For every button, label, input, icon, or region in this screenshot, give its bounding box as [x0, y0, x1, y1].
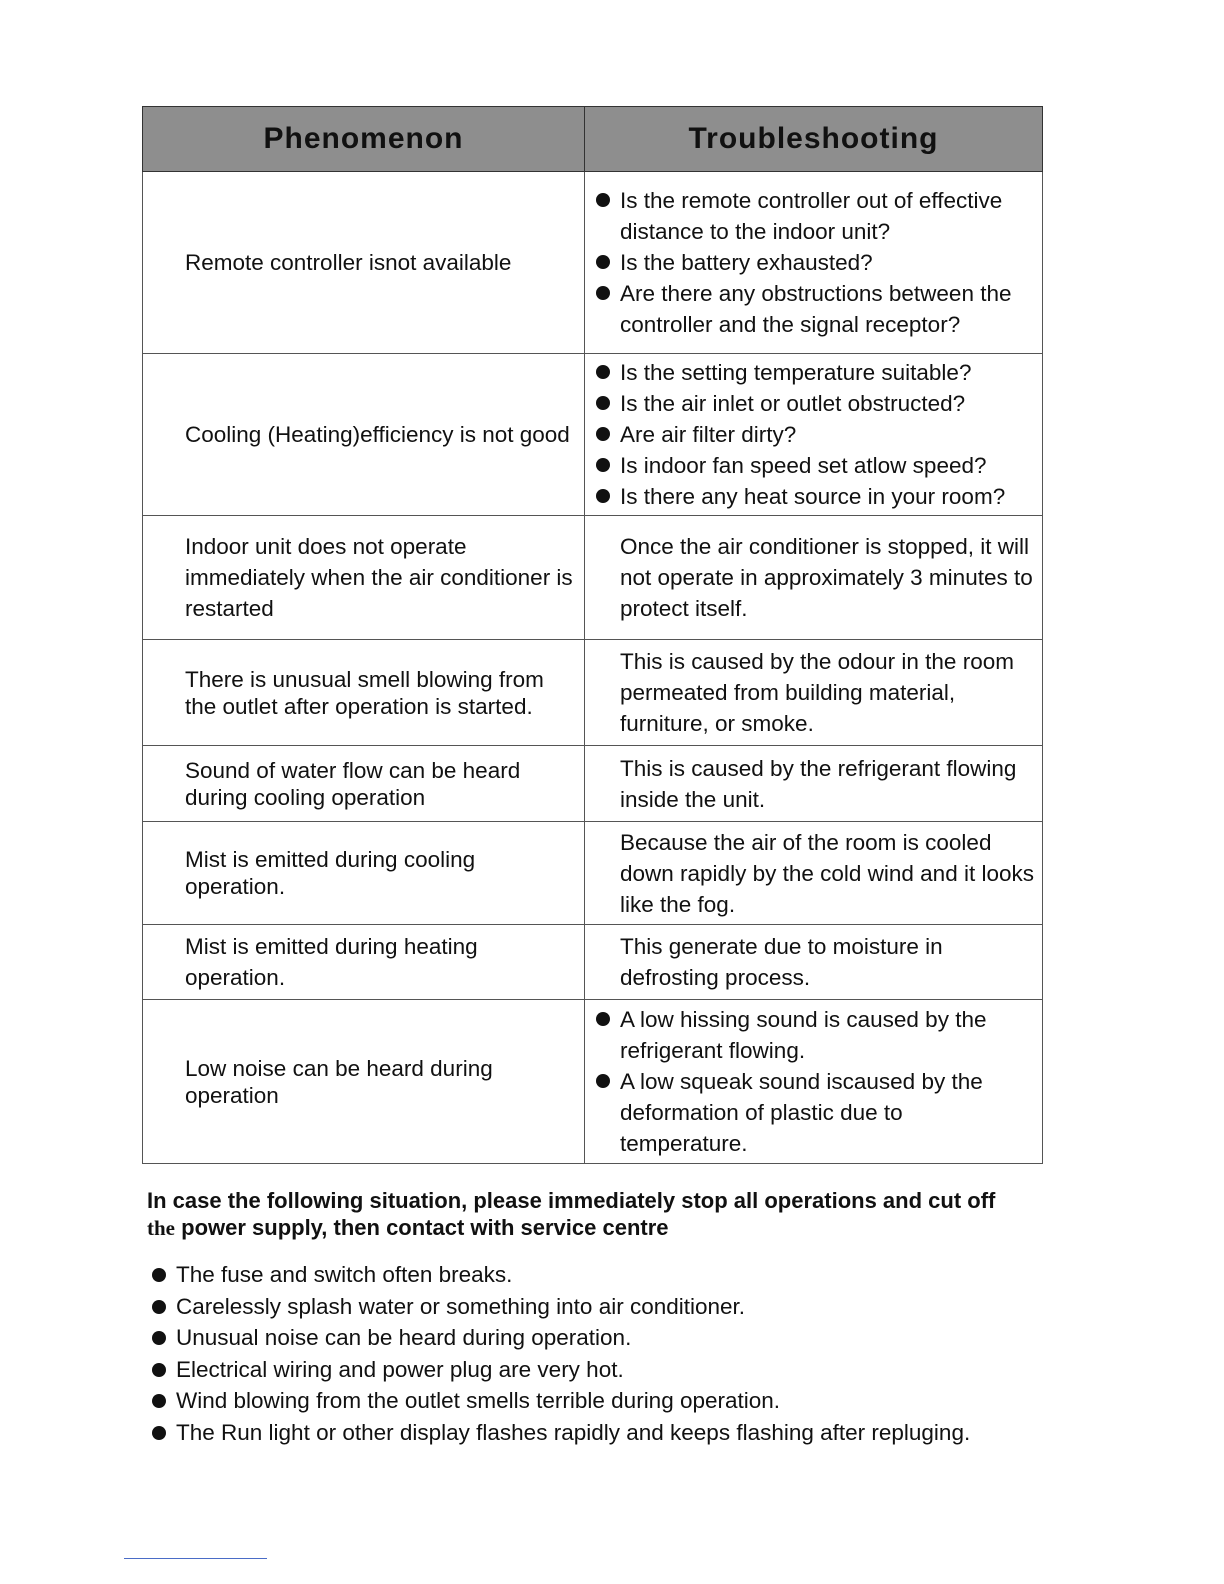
- bullet-icon: [596, 458, 610, 472]
- list-item: Is indoor fan speed set atlow speed?: [595, 450, 1042, 481]
- list-item: Is the air inlet or outlet obstructed?: [595, 388, 1042, 419]
- list-item: Is the setting temperature suitable?: [595, 357, 1042, 388]
- bullet-list: [595, 185, 1042, 340]
- troubleshooting-cell: [585, 640, 1043, 746]
- troubleshooting-text: This is caused by the refrigerant flowing inside the unit.: [620, 755, 1017, 812]
- troubleshooting-table: [142, 106, 1043, 1164]
- table-row: [143, 172, 1043, 354]
- bullet-icon: [596, 193, 610, 207]
- bullet-icon: [152, 1300, 166, 1314]
- bullet-icon: [596, 365, 610, 379]
- phenomenon-cell: Low noise can be heard during operation: [143, 1000, 585, 1164]
- bullet-icon: [152, 1331, 166, 1345]
- list-item: Carelessly splash water or something into air conditioner.: [150, 1291, 1110, 1323]
- list-item: Is the battery exhausted?: [595, 247, 1042, 278]
- list-item: Wind blowing from the outlet smells terrible during operation.: [150, 1385, 1110, 1417]
- troubleshooting-cell: [585, 822, 1043, 925]
- phenomenon-cell: There is unusual smell blowing from the outlet after operation is started.: [143, 640, 585, 746]
- warning-line-2: the power supply, then contact with service centre: [147, 1215, 669, 1240]
- bullet-icon: [596, 489, 610, 503]
- phenomenon-cell: Remote controller isnot available: [143, 172, 585, 354]
- table-row: [143, 822, 1043, 925]
- phenomenon-cell: Cooling (Heating)efficiency is not good: [143, 354, 585, 516]
- table-row: [143, 354, 1043, 516]
- warning-notice: [147, 1187, 1107, 1242]
- list-item: Unusual noise can be heard during operation.: [150, 1322, 1110, 1354]
- troubleshooting-text: Because the air of the room is cooled down rapidly by the cold wind and it looks like the fog.: [620, 829, 1034, 917]
- table-row: [143, 1000, 1043, 1164]
- bullet-icon: [596, 396, 610, 410]
- troubleshooting-text: This is caused by the odour in the room permeated from building material, furniture, or smoke.: [620, 649, 1014, 736]
- phenomenon-cell: Sound of water flow can be heard during cooling operation: [143, 746, 585, 822]
- list-item: The Run light or other display flashes rapidly and keeps flashing after repluging.: [150, 1417, 1110, 1449]
- footer-divider: [124, 1558, 267, 1559]
- table-row: [143, 640, 1043, 746]
- list-item: A low hissing sound is caused by the refrigerant flowing.: [595, 1004, 1042, 1066]
- troubleshooting-cell: [585, 1000, 1043, 1164]
- bullet-icon: [152, 1363, 166, 1377]
- warning-the: the: [147, 1216, 175, 1240]
- bullet-icon: [596, 255, 610, 269]
- phenomenon-cell: Indoor unit does not operate immediately when the air conditioner is restarted: [143, 516, 585, 640]
- troubleshooting-cell: [585, 354, 1043, 516]
- bullet-icon: [152, 1394, 166, 1408]
- troubleshooting-cell: [585, 172, 1043, 354]
- table-header-row: [143, 107, 1043, 172]
- list-item: Electrical wiring and power plug are very hot.: [150, 1354, 1110, 1386]
- list-item: Is there any heat source in your room?: [595, 481, 1042, 512]
- troubleshooting-cell: [585, 746, 1043, 822]
- troubleshooting-cell: [585, 516, 1043, 640]
- troubleshooting-text: This generate due to moisture in defrosting process.: [620, 934, 943, 990]
- list-item: Is the remote controller out of effective distance to the indoor unit?: [595, 185, 1042, 247]
- list-item: Are air filter dirty?: [595, 419, 1042, 450]
- bullet-icon: [596, 286, 610, 300]
- list-item: The fuse and switch often breaks.: [150, 1259, 1110, 1291]
- bullet-icon: [152, 1426, 166, 1440]
- header-troubleshooting: Troubleshooting: [585, 107, 1043, 172]
- warning-line-1: In case the following situation, please immediately stop all operations and cut off: [147, 1188, 996, 1213]
- bullet-list: [595, 357, 1042, 512]
- bullet-icon: [596, 1012, 610, 1026]
- bullet-icon: [596, 427, 610, 441]
- list-item: Are there any obstructions between the controller and the signal receptor?: [595, 278, 1042, 340]
- troubleshooting-cell: [585, 925, 1043, 1000]
- table-row: [143, 746, 1043, 822]
- table-row: [143, 925, 1043, 1000]
- header-phenomenon: Phenomenon: [143, 107, 585, 172]
- phenomenon-cell: Mist is emitted during cooling operation.: [143, 822, 585, 925]
- table-row: [143, 516, 1043, 640]
- bullet-icon: [596, 1074, 610, 1088]
- bullet-list: [595, 1004, 1042, 1159]
- bullet-icon: [152, 1268, 166, 1282]
- phenomenon-cell: Mist is emitted during heating operation.: [143, 925, 585, 1000]
- list-item: A low squeak sound iscaused by the deformation of plastic due to temperature.: [595, 1066, 1042, 1159]
- warning-list: [150, 1259, 1110, 1449]
- troubleshooting-text: Once the air conditioner is stopped, it will not operate in approximately 3 minutes to protect itself.: [620, 534, 1033, 621]
